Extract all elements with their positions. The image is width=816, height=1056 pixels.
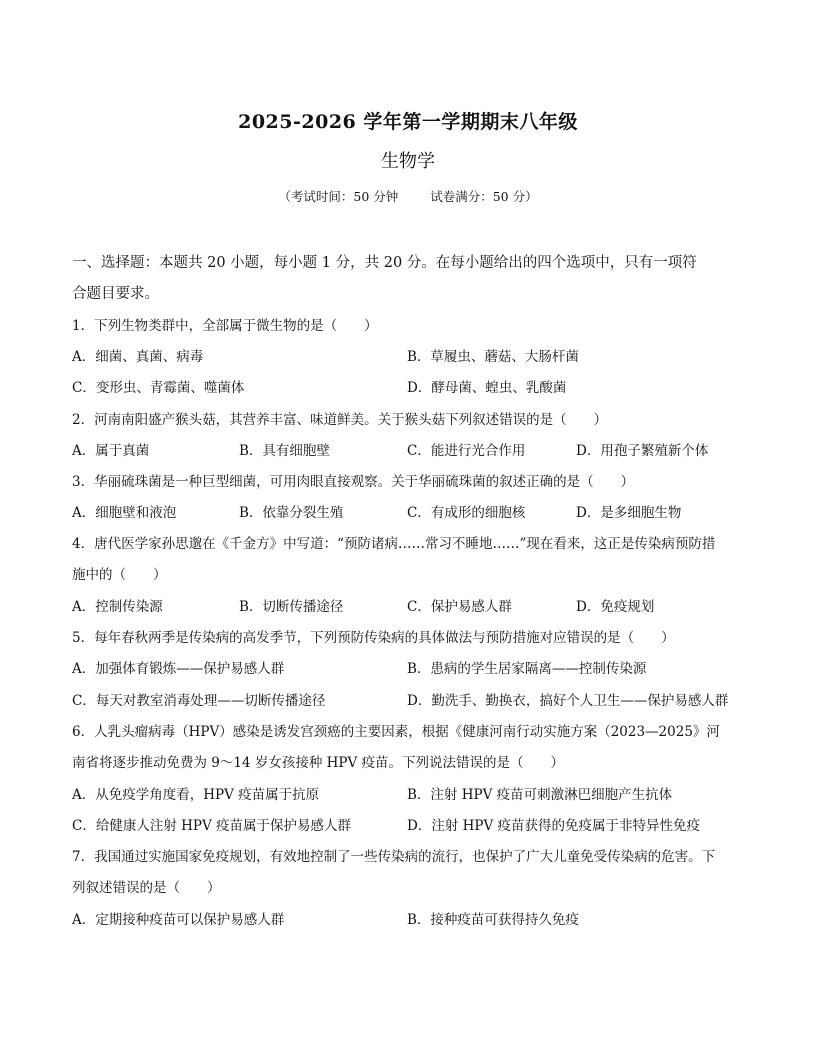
question-2-stem: 2．河南南阳盛产猴头菇，其营养丰富、味道鲜美。关于猴头菇下列叙述错误的是（ ）	[72, 412, 608, 428]
question-2-option-b: B．具有细胞壁	[239, 443, 330, 459]
question-6-stem-line1: 6．人乳头瘤病毒（HPV）感染是诱发宫颈癌的主要因素，根据《健康河南行动实施方案（2023—2025》河	[72, 724, 720, 740]
question-1-option-d: D．酵母菌、蝗虫、乳酸菌	[407, 380, 567, 396]
question-7-stem-line1: 7．我国通过实施国家免疫规划，有效地控制了一些传染病的流行，也保护了广大儿童免受传染病的危害。下	[72, 849, 716, 865]
question-2-option-d: D．用孢子繁殖新个体	[576, 443, 709, 459]
question-6-option-a: A．从免疫学角度看，HPV 疫苗属于抗原	[72, 787, 320, 803]
question-3-option-b: B．依靠分裂生殖	[239, 505, 344, 521]
question-1-option-a: A．细菌、真菌、病毒	[72, 349, 204, 365]
question-1-stem: 1．下列生物类群中，全部属于微生物的是（ ）	[72, 318, 378, 334]
question-3-option-c: C．有成形的细胞核	[407, 505, 526, 521]
exam-title: 2025-2026 学年第一学期期末八年级	[238, 111, 578, 133]
question-4-option-b: B．切断传播途径	[239, 599, 344, 615]
question-6-option-b: B．注射 HPV 疫苗可刺激淋巴细胞产生抗体	[407, 787, 673, 803]
question-4-stem-line2: 施中的（ ）	[72, 567, 167, 583]
question-4-option-d: D．免疫规划	[576, 599, 655, 615]
question-1-option-b: B．草履虫、蘑菇、大肠杆菌	[407, 349, 579, 365]
question-4-stem-line1: 4．唐代医学家孙思邈在《千金方》中写道：“预防诸病……常习不睡地……”现在看来，这正是传染病预防措	[72, 536, 716, 552]
exam-time: （考试时间：50 分钟	[278, 189, 399, 204]
question-4-option-c: C．保护易感人群	[407, 599, 512, 615]
question-5-stem: 5．每年春秋两季是传染病的高发季节，下列预防传染病的具体做法与预防措施对应错误的是（ ）	[72, 630, 675, 646]
question-3-option-d: D．是多细胞生物	[576, 505, 682, 521]
question-5-option-b: B．患病的学生居家隔离——控制传染源	[407, 661, 647, 677]
question-5-option-c: C．每天对教室消毒处理——切断传播途径	[72, 693, 326, 709]
exam-subject: 生物学	[381, 151, 435, 172]
question-4-option-a: A．控制传染源	[72, 599, 163, 615]
question-5-option-d: D．勤洗手、勤换衣，搞好个人卫生——保护易感人群	[407, 693, 729, 709]
full-score: 试卷满分：50 分）	[430, 189, 538, 204]
question-3-stem: 3．华丽硫珠菌是一种巨型细菌，可用肉眼直接观察。关于华丽硫珠菌的叙述正确的是（ ）	[72, 474, 635, 490]
question-6-option-c: C．给健康人注射 HPV 疫苗属于保护易感人群	[72, 818, 352, 834]
question-6-stem-line2: 南省将逐步推动免费为 9～14 岁女孩接种 HPV 疫苗。下列说法错误的是（ ）	[72, 755, 565, 771]
question-2-option-a: A．属于真菌	[72, 443, 150, 459]
question-2-option-c: C．能进行光合作用	[407, 443, 526, 459]
exam-meta	[0, 187, 816, 205]
question-7-option-b: B．接种疫苗可获得持久免疫	[407, 912, 579, 928]
section-heading-line1: 一、选择题：本题共 20 小题，每小题 1 分，共 20 分。在每小题给出的四个选项中，只有一项符	[72, 255, 697, 271]
section-heading-line2: 合题目要求。	[72, 286, 159, 302]
question-7-stem-line2: 列叙述错误的是（ ）	[72, 880, 221, 896]
question-6-option-d: D．注射 HPV 疫苗获得的免疫属于非特异性免疫	[407, 818, 701, 834]
question-5-option-a: A．加强体育锻炼——保护易感人群	[72, 661, 285, 677]
question-7-option-a: A．定期接种疫苗可以保护易感人群	[72, 912, 285, 928]
question-1-option-c: C．变形虫、青霉菌、噬菌体	[72, 380, 245, 396]
question-3-option-a: A．细胞壁和液泡	[72, 505, 177, 521]
